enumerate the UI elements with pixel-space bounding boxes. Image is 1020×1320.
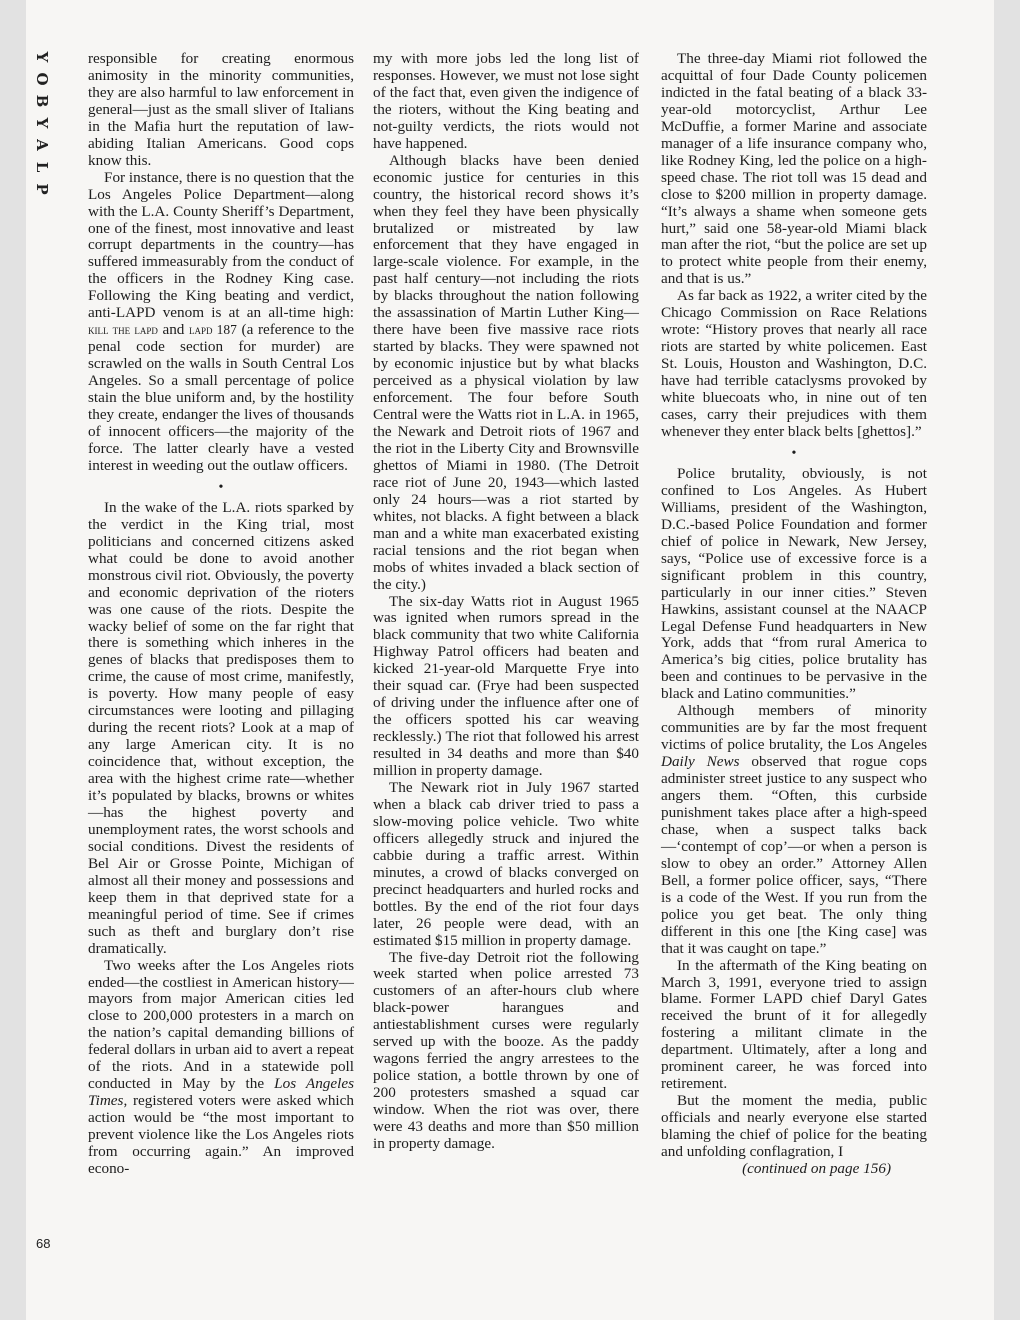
magazine-page xyxy=(26,0,994,1320)
paragraph: The six-day Watts riot in August 1965 was ignited when rumors spread in the black community that two white California Highway Patrol officers had beaten and kicked 21-year-old Marquette Frye into their squad car. (Frye had been suspected of driving under the influence after one of the officers spotted his car weaving recklessly.) The riot that followed his arrest resulted in 34 deaths and more than $40 million in property damage. xyxy=(373,592,639,780)
paragraph: The three-day Miami riot followed the acquittal of four Dade County policemen indicted in the fatal beating of a black 33-year-old motorcyclist, Arthur Lee McDuffie, a former Marine and associate manager of a life insurance company who, like Rodney King, led the police on a high-speed chase. The riot toll was 15 dead and close to $200 million in property damage. “It’s always a shame when someone gets hurt,” said one 58-year-old Miami black man after the riot, “but the police are set up to protect white people from their enemy, and that is us.” xyxy=(661,50,927,288)
paragraph: Police brutality, obviously, is not confined to Los Angeles. As Hubert Williams, president of the Washington, D.C.-based Police Foundation and former chief of police in Newark, New Jersey, says, “Police use of excessive force is a significant problem in this country, particularly in our inner cities.” Steven Hawkins, assistant counsel at the NAACP Legal Defense Fund headquarters in New York, adds that “from rural America to America’s big cities, police brutality has been and continues to be pervasive in the black and Latino communities.” xyxy=(661,464,927,703)
text-column-2 xyxy=(373,51,639,1153)
paragraph: Although blacks have been denied economic justice for centuries in this country, the historical record shows it’s when they feel they have been physically brutalized or mistreated by law enforcement that they have engaged in large-scale violence. For example, in the past half century—not including the riots by blacks throughout the nation following the assassination of Martin Luther King—there have been five massive race riots started by blacks. They were spawned not by economic injustice but by what blacks perceived as a physical violation by law enforcement. The four before South Central were the Watts riot in L.A. in 1965, the Newark and Detroit riots of 1967 and the riot in the Liberty City and Brownsville ghettos of Miami in 1980. (The Detroit race riot of June 20, 1943—which lasted only 24 hours—was a riot started by whites, not blacks. A fight between a black man and a white man exacerbated existing racial tensions and the riot began when mobs of whites invaded a black section of the city.) xyxy=(373,151,639,593)
paragraph: But the moment the media, public officials and nearly everyone else started blaming the chief of police for the beating and unfolding conflagration, I xyxy=(661,1092,927,1161)
masthead-letter: Y xyxy=(33,51,51,63)
section-break-bullet: • xyxy=(791,445,797,461)
continued-on-page-note: (continued on page 156) xyxy=(742,1160,891,1177)
paragraph: Two weeks after the Los Angeles riots ended—the costliest in American history—mayors from major American cities led close to 200,000 protesters in a march on the nation’s capital demanding billions of federal dollars in urban aid to avert a repeat of the riots. And in a statewide poll conducted in May by the Los Angeles Times, registered voters were asked which action would be “the most important to prevent violence like the Los Angeles riots from occurring again.” An improved econo- xyxy=(88,956,354,1177)
paragraph: For instance, there is no question that the Los Angeles Police Department—along with the L.A. County Sheriff’s Department, one of the finest, most innovative and least corrupt departments in the country—has suffered immeasurably from the conduct of the officers in the Rodney King case. Following the King beating and verdict, anti-LAPD venom is at an all-time high: kill the lapd and lapd 187 (a reference to the penal code section for murder) are scrawled on the walls in South Central Los Angeles. So a small percentage of police stain the blue uniform and, by the hostility they create, endanger the lives of thousands of innocent officers—the majority of the force. The latter clearly have a vested interest in weeding out the outlaw officers. xyxy=(88,168,354,474)
masthead-letter: P xyxy=(33,183,51,195)
text-column-3 xyxy=(661,51,927,1178)
section-break-bullet: • xyxy=(218,479,224,495)
paragraph: In the wake of the L.A. riots sparked by the verdict in the King trial, most politicians and concerned citizens asked what could be done to avoid another monstrous civil riot. Obviously, the poverty and economic deprivation of the rioters was one cause of the riots. Despite the wacky belief of some on the far right that there is something which inheres in the genes of blacks that predisposes them to crime, the cause of most crime, manifestly, is poverty. How many people of easy circumstances were looting and pillaging during the recent riots? Look at a map of any large American city. It is no coincidence that, without exception, the area with the highest crime rate—whether it’s populated by blacks, browns or whites—has the highest poverty and unemployment rates, the worst schools and social conditions. Divest the residents of Bel Air or Grosse Pointe, Michigan of almost all their money and possessions and keep them in that deprived state for a meaningful period of time. See if crimes such as theft and burglary don’t rise dramatically. xyxy=(88,498,354,957)
paragraph: The Newark riot in July 1967 started when a black cab driver tried to pass a slow-moving police vehicle. Two white officers allegedly struck and injured the cabbie during a traffic arrest. Within minutes, a crowd of blacks converged on precinct headquarters and hurled rocks and bottles. By the end of the riot four days later, 26 people were dead, with an estimated $15 million in property damage. xyxy=(373,778,639,949)
masthead-letter: Y xyxy=(33,117,51,129)
paragraph: my with more jobs led the long list of responses. However, we must not lose sight of the fact that, even given the indigence of the rioters, without the King beating and not-guilty verdicts, the riots would not have happened. xyxy=(373,50,639,152)
masthead-letter: A xyxy=(33,139,51,151)
text-column-1 xyxy=(88,51,354,1178)
paragraph: responsible for creating enormous animosity in the minority communities, they are also harmful to law enforcement in general—just as the small sliver of Italians in the Mafia hurt the reputation of law-abiding Italian Americans. Good cops know this. xyxy=(88,50,354,169)
page-number: 68 xyxy=(36,1236,51,1251)
masthead xyxy=(30,46,54,200)
paragraph: As far back as 1922, a writer cited by the Chicago Commission on Race Relations wrote: “History proves that nearly all race riots are started by white policemen. East St. Louis, Houston and Washington, D.C. have had terrible cataclysms provoked by white bluecoats who, in nine out of ten cases, carry their prejudices with them whenever they enter black belts [ghettos].” xyxy=(661,287,927,440)
paragraph: In the aftermath of the King beating on March 3, 1991, everyone tried to assign blame. Former LAPD chief Daryl Gates received the brunt of it for allegedly fostering a militant climate in the department. Ultimately, after a long and prominent career, he was forced into retirement. xyxy=(661,956,927,1093)
paragraph: Although members of minority communities are by far the most frequent victims of police brutality, the Los Angeles Daily News observed that rogue cops administer street justice to any suspect who angers them. “Often, this curbside punishment takes place after a high-speed chase, when a suspect talks back—‘contempt of cop’—or when a person is slow to obey an order.” Attorney Allen Bell, a former police officer, says, “There is a code of the West. If you run from the police you get beat. The only thing different in this one [the King case] was that it was caught on tape.” xyxy=(661,702,927,957)
masthead-letter: L xyxy=(33,161,51,173)
masthead-letter: B xyxy=(33,94,51,108)
paragraph: The five-day Detroit riot the following week started when police arrested 73 customers of an after-hours club where black-power harangues and antiestablishment curses were regularly served up with the booze. As the paddy wagons ferried the angry arrestees to the police station, a bottle thrown by one of 200 protesters smashed a squad car window. When the riot was over, there were 43 deaths and more than $50 million in property damage. xyxy=(373,948,639,1152)
masthead-letter: O xyxy=(33,72,51,86)
